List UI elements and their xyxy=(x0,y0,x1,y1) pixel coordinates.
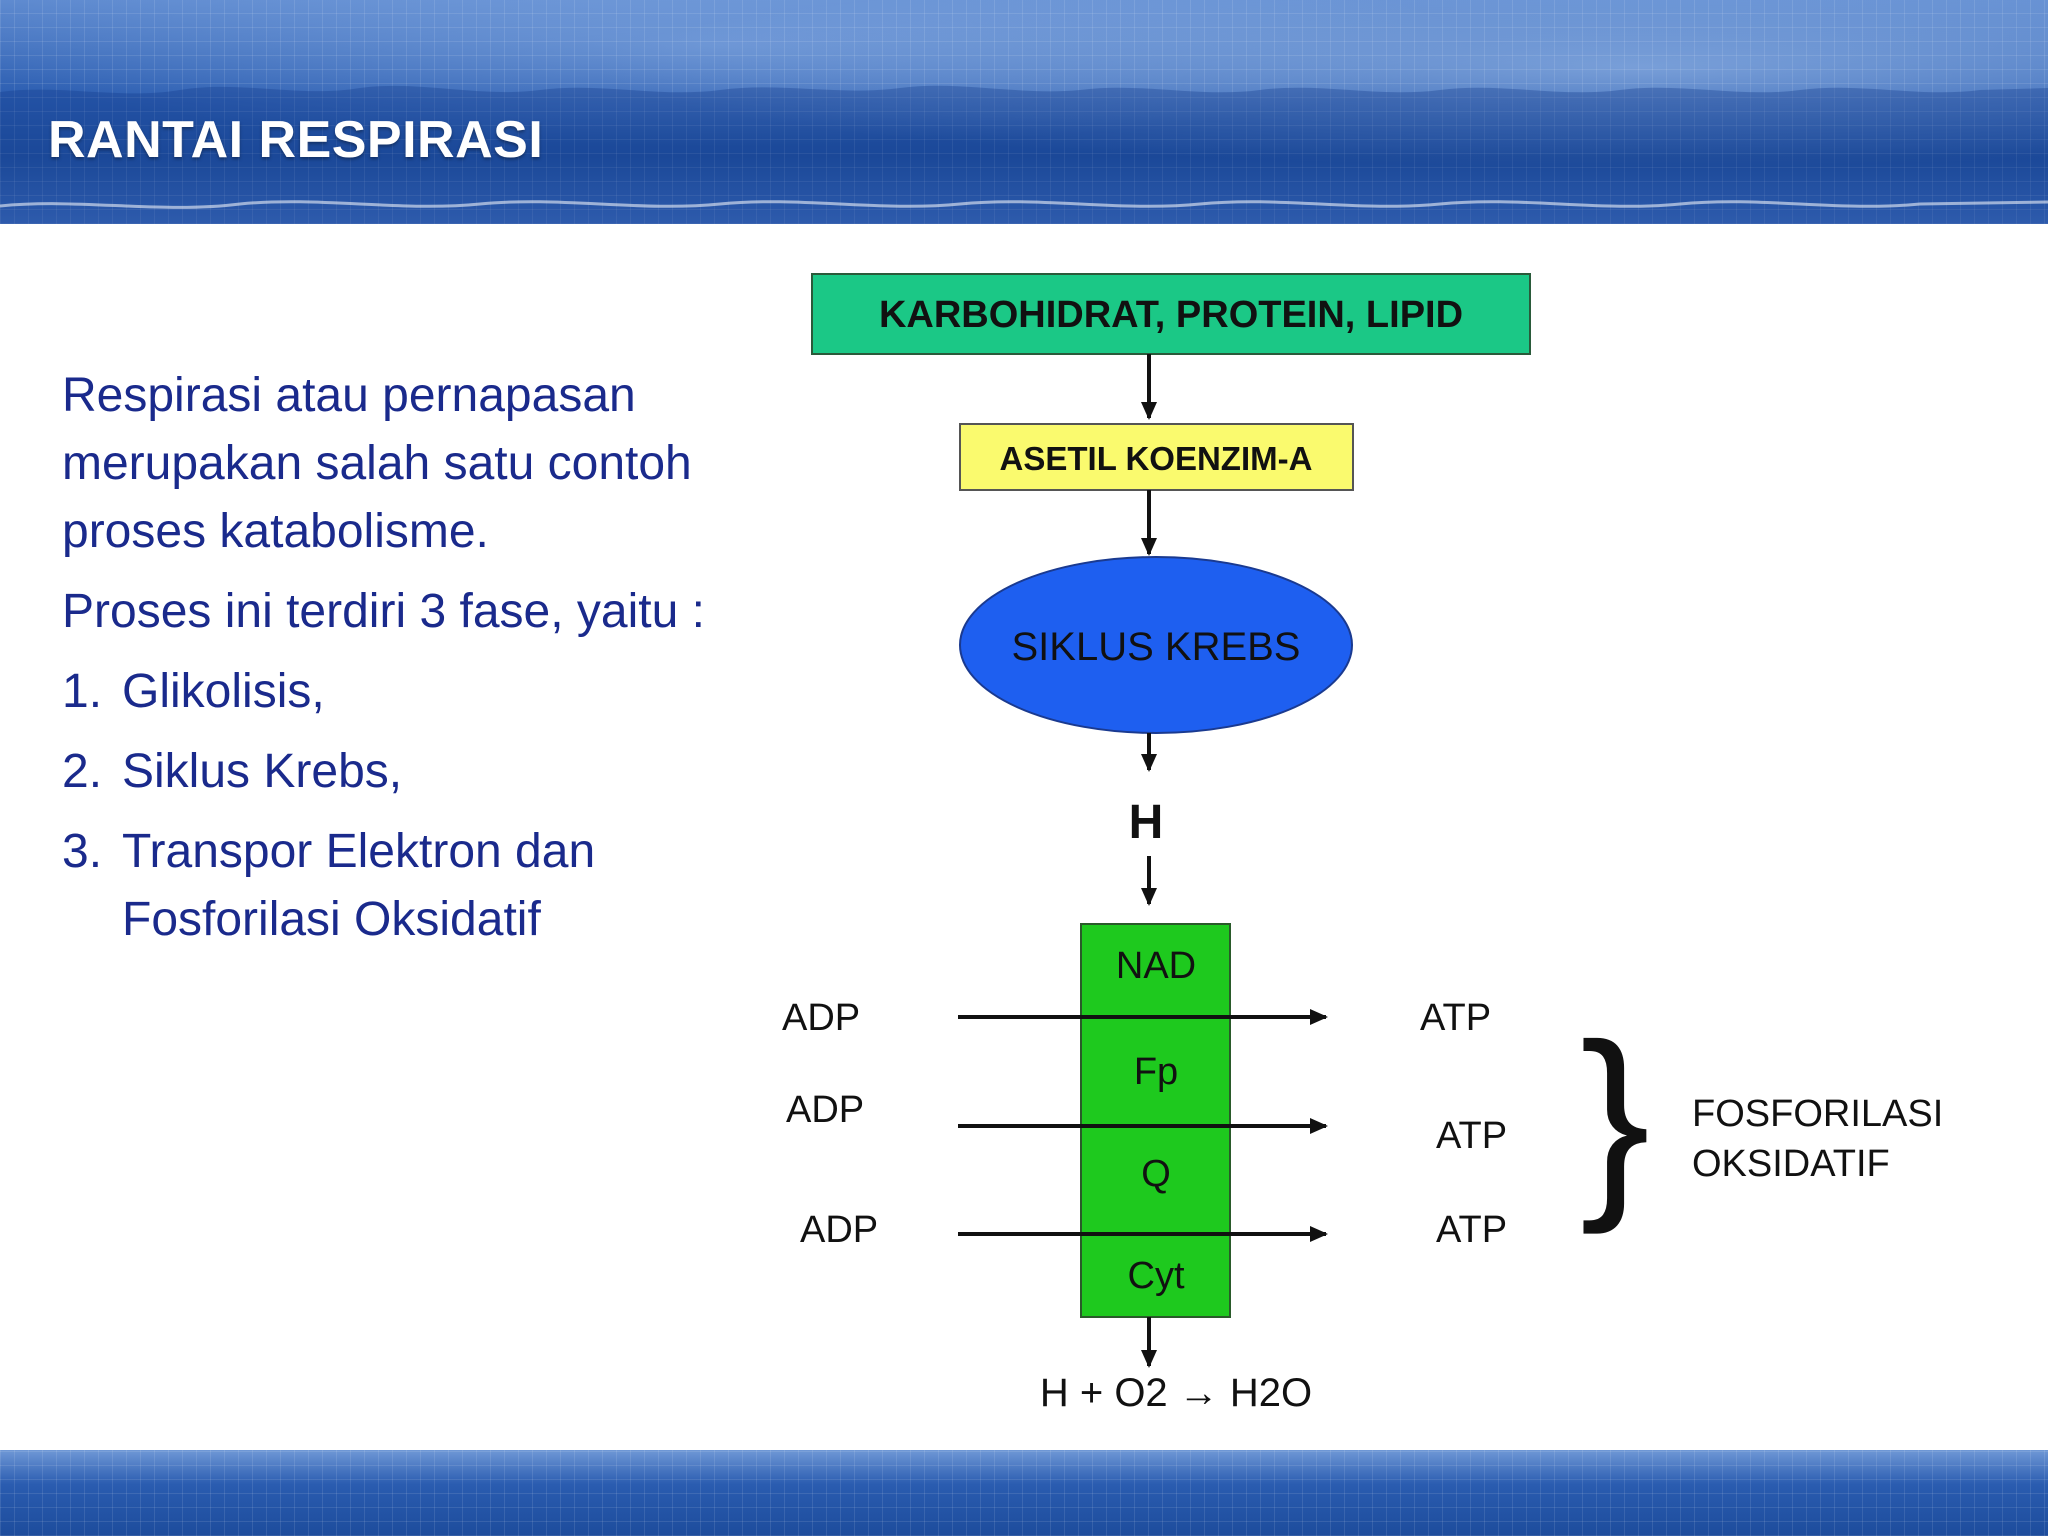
final-reaction-label: H + O2 → H2O xyxy=(1039,1371,1313,1415)
phase-text: Transpor Elektron dan Fosforilasi Oksidatif xyxy=(122,825,596,946)
chain-q-label: Q xyxy=(1141,1153,1171,1195)
chain-nad-label: NAD xyxy=(1115,945,1197,987)
atp-label-3: ATP xyxy=(1436,1209,1508,1251)
phase-text: Glikolisis, xyxy=(122,665,325,718)
phase-number: 2. xyxy=(62,745,103,798)
nutrients-node xyxy=(812,274,1530,354)
atp-label-2: ATP xyxy=(1436,1115,1508,1157)
brace-label-line-2: OKSIDATIF xyxy=(1692,1143,1890,1185)
brace-symbol: } xyxy=(1580,1000,1651,1235)
slide-title: RANTAI RESPIRASI xyxy=(48,111,544,169)
phase-text: Siklus Krebs, xyxy=(122,745,403,798)
phase-number: 1. xyxy=(62,665,103,718)
brace-label-line-1: FOSFORILASI xyxy=(1692,1093,1944,1135)
adp-label-1: ADP xyxy=(782,997,861,1039)
acetyl-coa-node xyxy=(960,424,1353,490)
acetyl-coa-label: ASETIL KOENZIM-A xyxy=(999,440,1313,477)
phase-number: 3. xyxy=(62,825,103,878)
chain-cyt-label: Cyt xyxy=(1127,1255,1185,1297)
intro-paragraph: Respirasi atau pernapasan merupakan salah satu contoh proses katabolisme. xyxy=(62,369,692,558)
chain-fp-label: Fp xyxy=(1133,1051,1179,1093)
electron-chain-node xyxy=(1081,924,1230,1317)
hydrogen-label: H xyxy=(1128,796,1164,849)
krebs-node xyxy=(960,557,1352,733)
atp-label-1: ATP xyxy=(1420,997,1492,1039)
footer-banner xyxy=(0,1450,2048,1536)
adp-label-3: ADP xyxy=(800,1209,879,1251)
adp-label-2: ADP xyxy=(786,1089,865,1131)
phases-intro: Proses ini terdiri 3 fase, yaitu : xyxy=(62,585,705,638)
nutrients-label: KARBOHIDRAT, PROTEIN, LIPID xyxy=(878,294,1464,336)
krebs-label: SIKLUS KREBS xyxy=(1011,625,1301,669)
